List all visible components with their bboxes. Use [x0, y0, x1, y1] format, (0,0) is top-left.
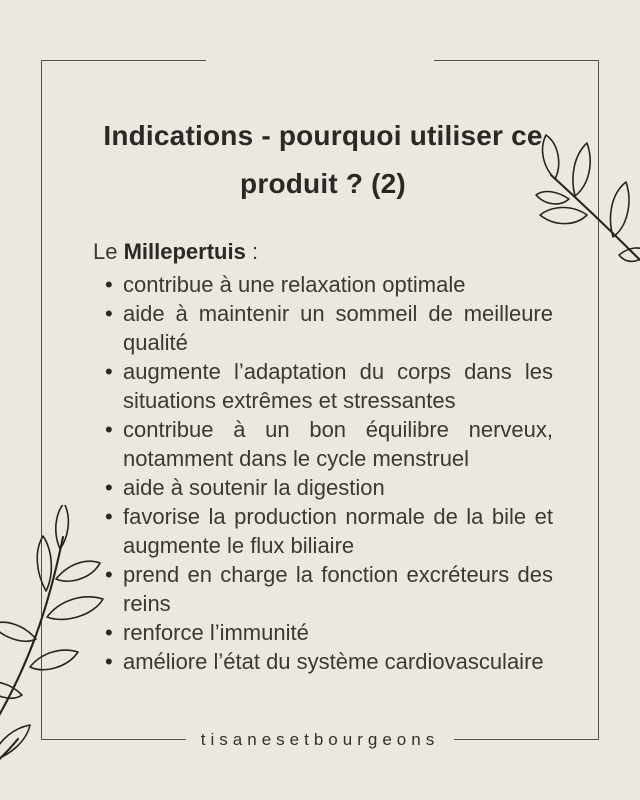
brand-name: tisanesetbourgeons [186, 730, 454, 750]
list-item: • favorise la production normale de la bile et augmente le flux biliaire [123, 502, 553, 560]
list-item: • augmente l’adaptation du corps dans les situations extrêmes et stressantes [123, 357, 553, 415]
list-item: • aide à maintenir un sommeil de meilleure qualité [123, 299, 553, 357]
intro-line [93, 238, 553, 266]
intro-highlight: Millepertuis [123, 239, 246, 264]
list-item: • renforce l’immunité [123, 618, 553, 647]
intro-prefix: Le [93, 239, 124, 264]
list-item: • prend en charge la fonction excréteurs des reins [123, 560, 553, 618]
list-item: • contribue à une relaxation optimale [123, 270, 553, 299]
list-item: • contribue à un bon équilibre nerveux, notamment dans le cycle menstruel [123, 415, 553, 473]
main-content [41, 60, 599, 676]
benefits-list [93, 270, 553, 676]
leafy-branch-icon [533, 133, 640, 313]
leafy-branch-icon [0, 505, 112, 775]
page-title: Indications - pourquoi utiliser ce produit ? (2) [103, 120, 543, 199]
intro-suffix: : [245, 239, 259, 264]
list-item: • aide à soutenir la digestion [123, 473, 553, 502]
list-item: • améliore l’état du système cardiovasculaire [123, 647, 553, 676]
